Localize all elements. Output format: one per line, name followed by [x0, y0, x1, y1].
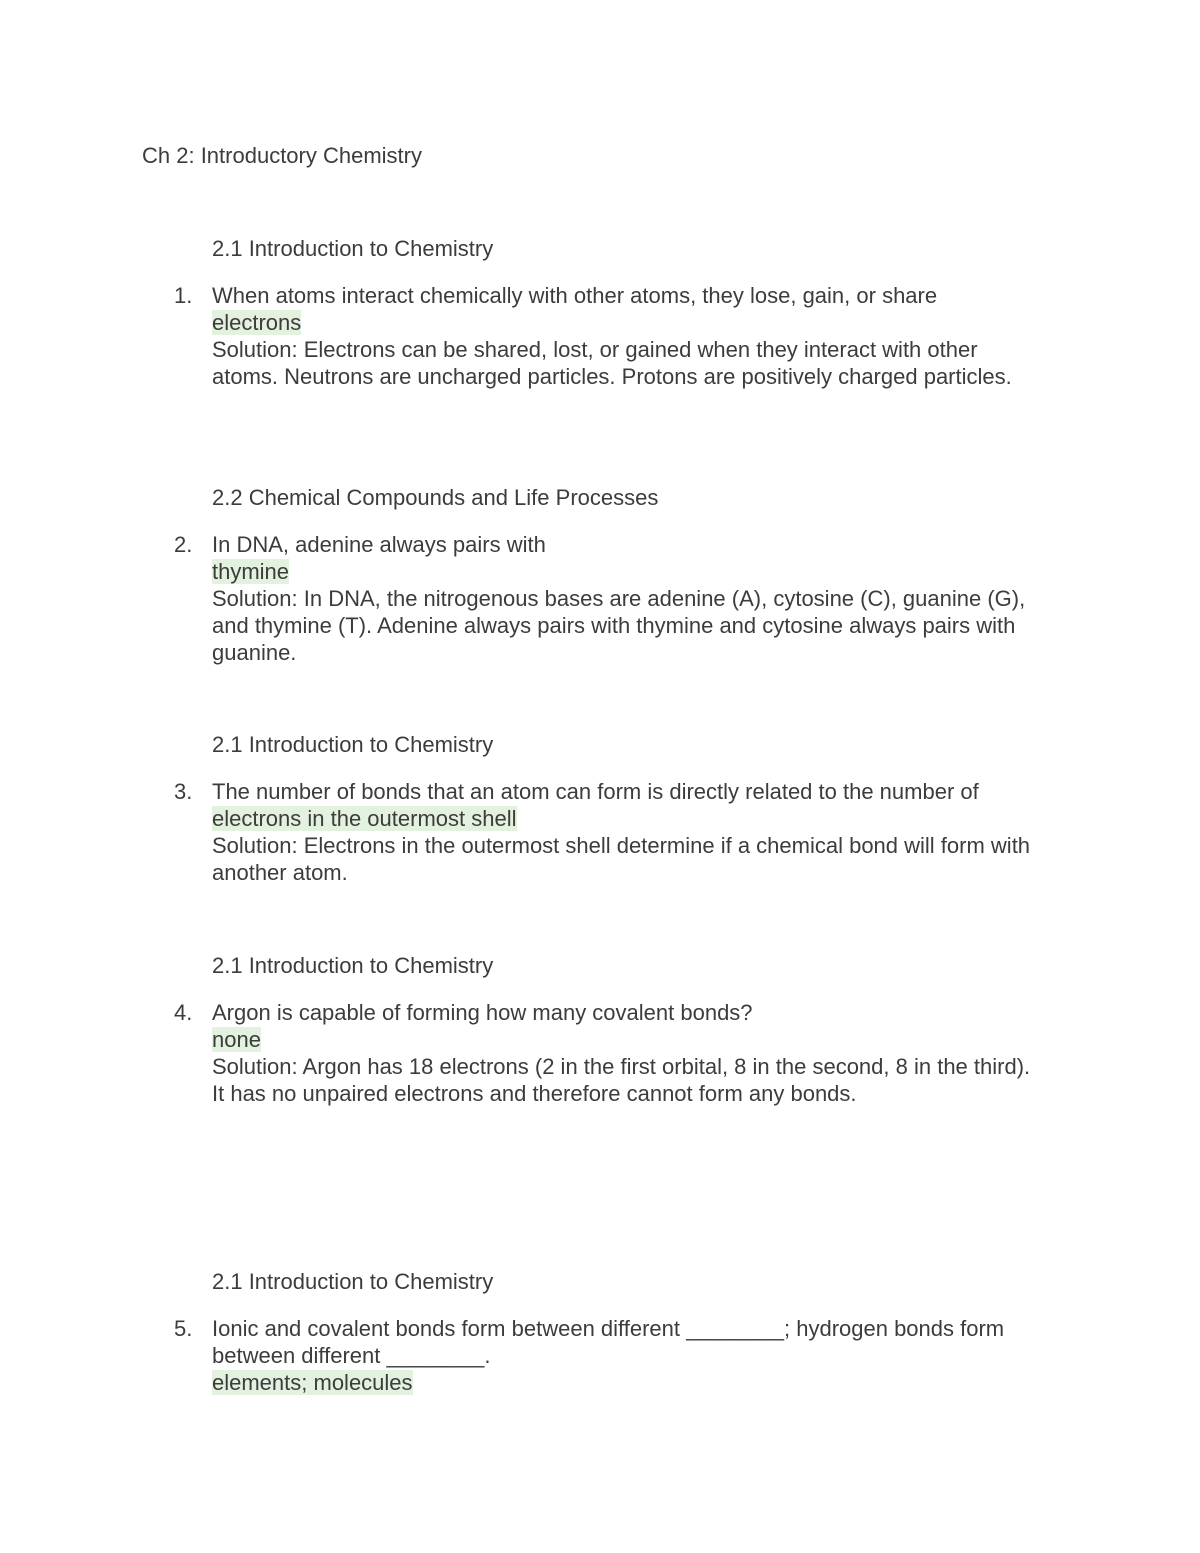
- question-number: 4.: [174, 1000, 193, 1025]
- solution-text: Solution: In DNA, the nitrogenous bases are adenine (A), cytosine (C), guanine (G), and thymine (T). Adenine always pairs with thymine and cytosine always pairs with guanine.: [212, 586, 1026, 665]
- section-heading: 2.1 Introduction to Chemistry: [212, 236, 494, 261]
- answer-highlight: thymine: [212, 559, 290, 584]
- question-body: [212, 282, 1042, 390]
- section-heading: 2.2 Chemical Compounds and Life Processes: [212, 485, 659, 510]
- question-body: [212, 999, 1042, 1107]
- solution-text: Solution: Electrons in the outermost shell determine if a chemical bond will form with another atom.: [212, 833, 1031, 885]
- question-number: 1.: [174, 283, 193, 308]
- question-number: 3.: [174, 779, 193, 804]
- question-text: Ionic and covalent bonds form between different ________; hydrogen bonds form between different ________.: [212, 1316, 1005, 1368]
- question-text: Argon is capable of forming how many covalent bonds?: [212, 1000, 753, 1025]
- answer-highlight: none: [212, 1027, 261, 1052]
- solution-text: Solution: Electrons can be shared, lost, or gained when they interact with other atoms. Neutrons are uncharged particles. Protons are positively charged particles.: [212, 337, 1012, 389]
- question-number: 5.: [174, 1316, 193, 1341]
- section-heading: 2.1 Introduction to Chemistry: [212, 1269, 494, 1294]
- question-text: In DNA, adenine always pairs with: [212, 532, 546, 557]
- question-body: [212, 531, 1042, 666]
- question-text: The number of bonds that an atom can form is directly related to the number of: [212, 779, 979, 804]
- answer-highlight: electrons in the outermost shell: [212, 806, 517, 831]
- solution-text: Solution: Argon has 18 electrons (2 in the first orbital, 8 in the second, 8 in the third). It has no unpaired electrons and therefore cannot form any bonds.: [212, 1054, 1031, 1106]
- section-heading: 2.1 Introduction to Chemistry: [212, 953, 494, 978]
- answer-highlight: elements; molecules: [212, 1370, 413, 1395]
- section-heading: 2.1 Introduction to Chemistry: [212, 732, 494, 757]
- document-title: Ch 2: Introductory Chemistry: [142, 143, 422, 168]
- question-text: When atoms interact chemically with other atoms, they lose, gain, or share: [212, 283, 938, 308]
- question-body: [212, 1315, 1042, 1396]
- answer-highlight: electrons: [212, 310, 302, 335]
- question-number: 2.: [174, 532, 193, 557]
- question-body: [212, 778, 1042, 886]
